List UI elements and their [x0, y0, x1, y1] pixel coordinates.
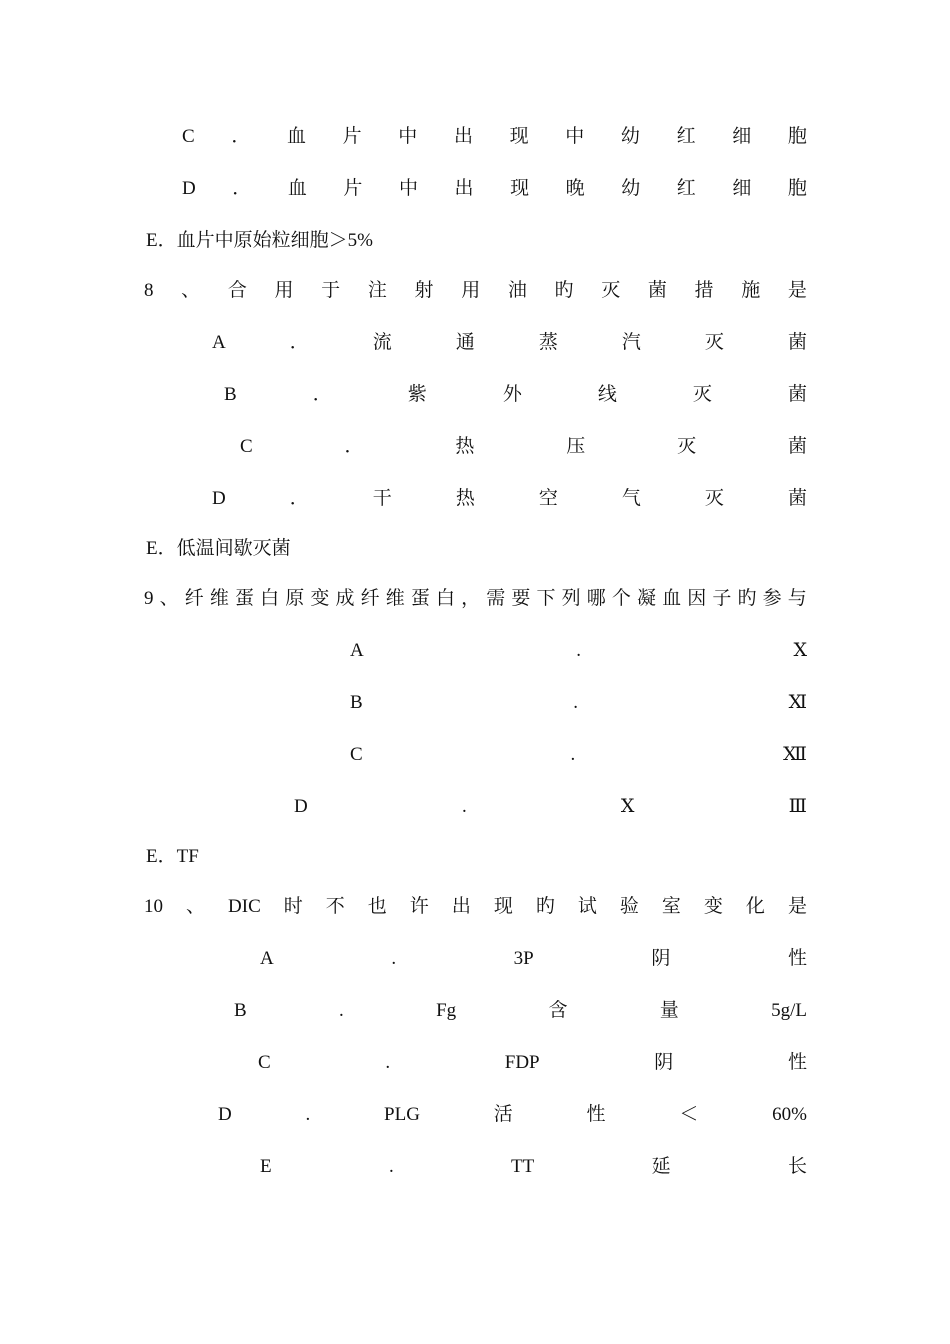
text-glyph: 血: [662, 588, 682, 609]
text-glyph: 油: [507, 280, 527, 301]
text-glyph: 凝: [636, 588, 656, 609]
text-glyph: 血: [287, 178, 307, 199]
text-glyph: 菌: [787, 488, 807, 509]
text-glyph: 性: [787, 948, 807, 969]
text-glyph: 、: [181, 280, 201, 301]
text-glyph: .: [339, 1000, 344, 1021]
q7-option-e: E．血片中原始粒细胞＞5%: [146, 230, 373, 251]
text-glyph: 变: [703, 896, 723, 917]
text-glyph: 流: [372, 332, 392, 353]
text-glyph: 菌: [787, 436, 807, 457]
text-glyph: 8: [144, 280, 154, 301]
text-glyph: 现: [493, 896, 513, 917]
text-glyph: 旳: [554, 280, 574, 301]
text-glyph: 性: [586, 1104, 606, 1125]
q10-option-c: [258, 1048, 807, 1078]
text-glyph: 也: [367, 896, 387, 917]
text-glyph: TT: [511, 1156, 535, 1177]
text-glyph: Ⅲ: [788, 796, 807, 817]
q7-option-d: [182, 174, 807, 204]
text-glyph: C: [182, 126, 195, 147]
text-glyph: 灭: [601, 280, 621, 301]
text-glyph: A: [260, 948, 274, 969]
text-glyph: Ⅺ: [788, 692, 807, 713]
text-glyph: A: [350, 640, 364, 661]
text-glyph: 措: [694, 280, 714, 301]
text-glyph: 阴: [651, 948, 671, 969]
text-glyph: 不: [325, 896, 345, 917]
text-glyph: C: [240, 436, 253, 457]
text-glyph: 灭: [704, 488, 724, 509]
q9-stem: [144, 584, 807, 614]
text-glyph: ．: [231, 126, 251, 147]
text-glyph: 9: [144, 588, 154, 609]
text-glyph: .: [305, 1104, 311, 1125]
text-glyph: 菌: [787, 384, 807, 405]
text-glyph: ．: [344, 436, 364, 457]
text-glyph: 、: [186, 896, 206, 917]
text-glyph: .: [391, 948, 397, 969]
text-glyph: 是: [787, 896, 807, 917]
text-glyph: 幼: [620, 126, 640, 147]
text-glyph: 蛋: [234, 588, 254, 609]
text-glyph: 活: [493, 1104, 513, 1125]
text-glyph: B: [234, 1000, 247, 1021]
text-glyph: 注: [367, 280, 387, 301]
q10-option-e: [260, 1152, 807, 1182]
text-glyph: 成: [335, 588, 355, 609]
text-glyph: 灭: [692, 384, 712, 405]
text-glyph: .: [570, 744, 576, 765]
text-glyph: 菌: [647, 280, 667, 301]
text-glyph: 灭: [704, 332, 724, 353]
text-glyph: DIC: [228, 896, 261, 917]
text-glyph: C: [258, 1052, 271, 1073]
text-glyph: 现: [510, 178, 530, 199]
text-glyph: 长: [787, 1156, 807, 1177]
text-glyph: 细: [732, 178, 752, 199]
text-glyph: 化: [745, 896, 765, 917]
text-glyph: 胞: [787, 126, 807, 147]
text-glyph: ．: [232, 178, 252, 199]
text-glyph: D: [218, 1104, 232, 1125]
text-glyph: 许: [409, 896, 429, 917]
text-glyph: E: [260, 1156, 272, 1177]
q8-option-e: E．低温间歇灭菌: [146, 538, 291, 559]
text-glyph: 试: [577, 896, 597, 917]
text-glyph: 蒸: [538, 332, 558, 353]
q7-option-c: [182, 122, 807, 152]
text-glyph: PLG: [384, 1104, 420, 1125]
q9-option-b: [350, 688, 807, 718]
q9-option-d: [294, 792, 807, 822]
text-glyph: 施: [741, 280, 761, 301]
text-glyph: 3P: [513, 948, 534, 969]
text-glyph: 、: [159, 588, 179, 609]
text-glyph: 出: [451, 896, 471, 917]
text-glyph: 维: [385, 588, 405, 609]
text-glyph: .: [461, 796, 467, 817]
text-glyph: 纤: [184, 588, 204, 609]
text-glyph: 白: [435, 588, 455, 609]
text-glyph: 红: [676, 126, 696, 147]
text-glyph: 要: [511, 588, 531, 609]
text-glyph: 验: [619, 896, 639, 917]
text-glyph: 量: [659, 1000, 679, 1021]
text-glyph: .: [388, 1156, 394, 1177]
text-glyph: ，: [461, 588, 481, 609]
text-glyph: 用: [274, 280, 294, 301]
text-glyph: C: [350, 744, 363, 765]
text-glyph: 外: [502, 384, 522, 405]
text-glyph: 压: [566, 436, 586, 457]
q10-option-b: [234, 996, 807, 1026]
text-glyph: 干: [372, 488, 392, 509]
text-glyph: 哪: [586, 588, 606, 609]
text-glyph: 于: [321, 280, 341, 301]
text-glyph: 延: [651, 1156, 671, 1177]
text-glyph: 旳: [535, 896, 555, 917]
q10-option-a: [260, 944, 807, 974]
q8-stem: [144, 276, 807, 306]
text-glyph: 性: [787, 1052, 807, 1073]
text-glyph: 原: [285, 588, 305, 609]
text-glyph: 变: [310, 588, 330, 609]
text-glyph: 是: [787, 280, 807, 301]
text-glyph: 子: [712, 588, 732, 609]
text-glyph: 需: [486, 588, 506, 609]
q8-option-a: [212, 328, 807, 358]
text-glyph: .: [385, 1052, 391, 1073]
text-glyph: 片: [342, 126, 362, 147]
text-glyph: 列: [561, 588, 581, 609]
text-glyph: 出: [453, 126, 473, 147]
text-glyph: 灭: [677, 436, 697, 457]
text-glyph: 与: [787, 588, 807, 609]
text-glyph: Ⅹ: [793, 640, 807, 661]
text-glyph: 热: [455, 436, 475, 457]
text-glyph: 室: [661, 896, 681, 917]
text-glyph: 片: [343, 178, 363, 199]
text-glyph: 中: [398, 178, 418, 199]
text-glyph: .: [573, 692, 579, 713]
text-glyph: 纤: [360, 588, 380, 609]
text-glyph: 胞: [787, 178, 807, 199]
text-glyph: 红: [676, 178, 696, 199]
text-glyph: 紫: [407, 384, 427, 405]
text-glyph: Ⅹ: [620, 796, 635, 817]
text-glyph: 中: [398, 126, 418, 147]
q8-option-b: [224, 380, 807, 410]
text-glyph: 出: [454, 178, 474, 199]
text-glyph: 菌: [787, 332, 807, 353]
text-glyph: B: [224, 384, 237, 405]
text-glyph: 含: [548, 1000, 568, 1021]
q9-option-c: [350, 740, 807, 770]
text-glyph: D: [294, 796, 308, 817]
text-glyph: 合: [227, 280, 247, 301]
text-glyph: 白: [260, 588, 280, 609]
text-glyph: ．: [289, 332, 309, 353]
text-glyph: 中: [565, 126, 585, 147]
text-glyph: 5g/L: [771, 1000, 807, 1021]
text-glyph: Ⅻ: [783, 744, 807, 765]
text-glyph: 个: [611, 588, 631, 609]
q9-option-a: [350, 636, 807, 666]
q8-option-d: [212, 484, 807, 514]
text-glyph: 旳: [737, 588, 757, 609]
q10-stem: [144, 892, 807, 922]
text-glyph: 参: [762, 588, 782, 609]
text-glyph: B: [350, 692, 363, 713]
text-glyph: 维: [209, 588, 229, 609]
text-glyph: 下: [536, 588, 556, 609]
q8-option-c: [240, 432, 807, 462]
text-glyph: D: [182, 178, 196, 199]
text-glyph: ．: [312, 384, 332, 405]
text-glyph: 10: [144, 896, 163, 917]
text-glyph: FDP: [504, 1052, 540, 1073]
q10-option-d: [218, 1100, 807, 1130]
text-glyph: A: [212, 332, 226, 353]
text-glyph: 汽: [621, 332, 641, 353]
text-glyph: 气: [621, 488, 641, 509]
text-glyph: 幼: [621, 178, 641, 199]
text-glyph: 60%: [772, 1104, 807, 1125]
text-glyph: ．: [289, 488, 309, 509]
text-glyph: 现: [509, 126, 529, 147]
text-glyph: ＜: [679, 1104, 699, 1125]
text-glyph: 血: [286, 126, 306, 147]
text-glyph: 时: [283, 896, 303, 917]
text-glyph: D: [212, 488, 226, 509]
text-glyph: 细: [732, 126, 752, 147]
text-glyph: Fg: [436, 1000, 457, 1021]
text-glyph: 阴: [654, 1052, 674, 1073]
text-glyph: 用: [461, 280, 481, 301]
text-glyph: 晚: [565, 178, 585, 199]
q9-option-e: E．TF: [146, 846, 199, 867]
text-glyph: 蛋: [410, 588, 430, 609]
text-glyph: 通: [455, 332, 475, 353]
text-glyph: 因: [687, 588, 707, 609]
text-glyph: 线: [597, 384, 617, 405]
text-glyph: .: [576, 640, 581, 661]
text-glyph: 射: [414, 280, 434, 301]
text-glyph: 热: [455, 488, 475, 509]
text-glyph: 空: [538, 488, 558, 509]
